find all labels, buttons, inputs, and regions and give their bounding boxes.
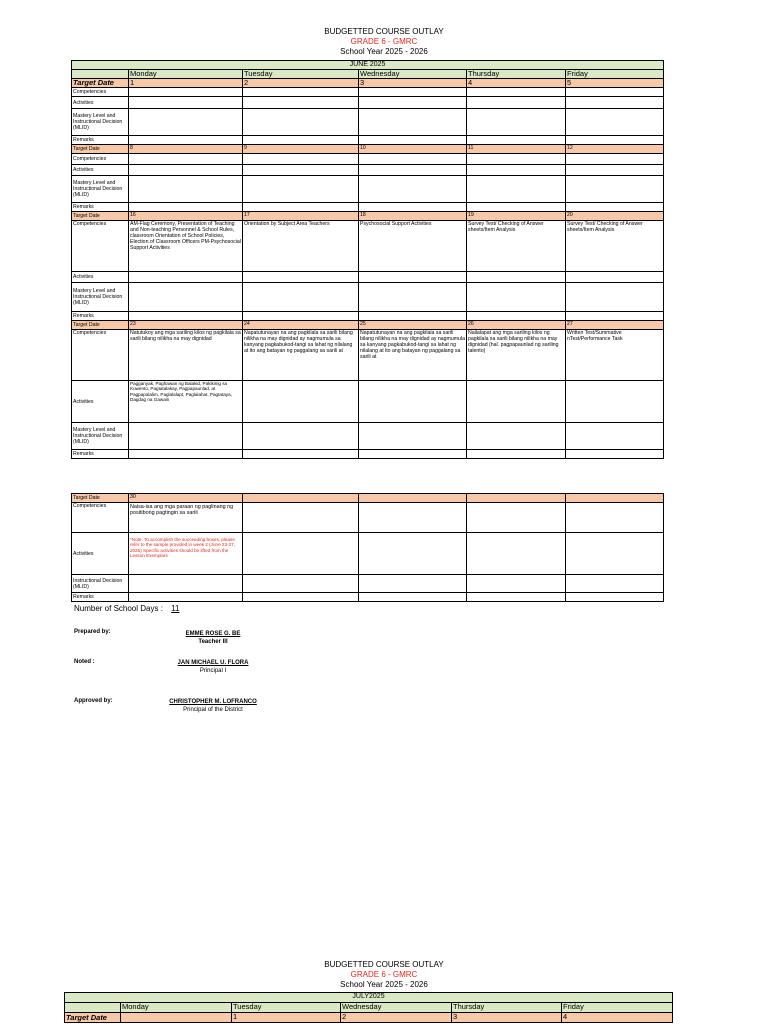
target-date-row bbox=[72, 321, 664, 330]
date-cell: 19 bbox=[467, 212, 566, 221]
competency-cell: Natutukoy ang mga sariling kilos ng pagkilala sa sarili bilang nilikha na may dignidad bbox=[129, 330, 243, 381]
prepared-role: Teacher III bbox=[198, 639, 228, 645]
day-wednesday: Wednesday bbox=[359, 70, 467, 79]
date-cell: 26 bbox=[467, 321, 566, 330]
date-cell: 9 bbox=[243, 145, 359, 154]
date-cell bbox=[121, 1013, 232, 1023]
prepared-label: Prepared by: bbox=[74, 629, 111, 635]
activities-label: Activities bbox=[72, 165, 129, 176]
date-cell: 10 bbox=[359, 145, 467, 154]
activity-cell: Pagganyak, Paghawan ng Balakid, Pakikinig sa Kuwento, Pagtatalakay, Pagpapaunlad, at Pagpapalalim, Paglalalapt, Paglalahat, Pagtataya, Dagdag na Gawain bbox=[129, 381, 243, 423]
date-cell: 23 bbox=[129, 321, 243, 330]
document-title: BUDGETTED COURSE OUTLAY bbox=[324, 960, 444, 969]
date-cell: 27 bbox=[566, 321, 664, 330]
activities-row bbox=[72, 272, 664, 283]
date-cell: 30 bbox=[129, 494, 243, 503]
competency-cell: Orientation by Subject Area Teachers bbox=[243, 221, 359, 272]
mlid-label: Mastery Level and Instructional Decision (MLID) bbox=[72, 283, 129, 312]
school-days-value: 11 bbox=[171, 604, 180, 613]
competencies-row bbox=[72, 221, 664, 272]
remarks-row bbox=[72, 593, 664, 602]
month-label: JUNE 2025 bbox=[72, 61, 664, 70]
day-monday: Monday bbox=[121, 1003, 232, 1013]
competencies-label: Competencies bbox=[72, 154, 129, 165]
day-wednesday: Wednesday bbox=[341, 1003, 452, 1013]
competencies-row bbox=[72, 88, 664, 97]
date-cell: 25 bbox=[359, 321, 467, 330]
activities-label: Activities bbox=[72, 533, 129, 575]
competency-cell: AM-Flag Ceremony, Presentation of Teaching and Non-teaching Personnel & School Rules, classroom Orientation of School Policies, Election of Classroom Officers PM-Psychosocial Support Activities bbox=[129, 221, 243, 272]
target-date-label: Target Date bbox=[66, 1012, 107, 1022]
activities-label: Activities bbox=[72, 97, 129, 109]
noted-label: Noted : bbox=[74, 659, 95, 665]
competencies-label: Competencies bbox=[72, 330, 129, 381]
competencies-label: Competencies bbox=[72, 503, 129, 533]
competencies-row bbox=[72, 503, 664, 533]
date-cell: 2 bbox=[341, 1013, 452, 1023]
document-title: BUDGETTED COURSE OUTLAY bbox=[324, 27, 444, 36]
mlid-row bbox=[72, 423, 664, 450]
prepared-name: EMME ROSE G. BE bbox=[185, 631, 241, 637]
date-cell: 16 bbox=[129, 212, 243, 221]
mlid-label: Instructional Decision (MLID) bbox=[72, 575, 129, 593]
school-days bbox=[74, 604, 179, 613]
competencies-label: Competencies bbox=[72, 221, 129, 272]
date-cell: 4 bbox=[467, 79, 566, 88]
competency-cell: Survey Test/ Checking of Answer sheets/Item Analysis bbox=[566, 221, 664, 272]
remarks-label: Remarks bbox=[72, 136, 129, 145]
noted-role: Principal I bbox=[199, 668, 227, 674]
date-cell: 17 bbox=[243, 212, 359, 221]
date-cell: 1 bbox=[129, 79, 243, 88]
date-cell: 8 bbox=[129, 145, 243, 154]
target-date-label: Target Date bbox=[73, 78, 114, 87]
mlid-row bbox=[72, 283, 664, 312]
remarks-label: Remarks bbox=[72, 203, 129, 212]
approved-label: Approved by: bbox=[74, 698, 113, 704]
day-tuesday: Tuesday bbox=[243, 70, 359, 79]
month-row bbox=[65, 993, 673, 1003]
activities-row bbox=[72, 533, 664, 575]
weekday-row bbox=[72, 70, 664, 79]
competency-cell: Napatutunayan na ang pagkilala sa sarili bilang nilikha na may dignidad ay nagmumula sa kanyang pagkabukod-tangi sa lahat ng nilalang at ito ang batayan ng paggalang sa sarili at bbox=[359, 330, 467, 381]
date-cell: 2 bbox=[243, 79, 359, 88]
mlid-label: Mastery Level and Instructional Decision (MLID) bbox=[72, 423, 129, 450]
noted-signatory bbox=[150, 659, 276, 675]
mlid-row bbox=[72, 109, 664, 136]
mlid-label: Mastery Level and Instructional Decision (MLID) bbox=[72, 176, 129, 203]
competencies-label: Competencies bbox=[72, 88, 129, 97]
target-date-label: Target Date bbox=[72, 145, 129, 154]
date-cell: 11 bbox=[467, 145, 566, 154]
target-date-label: Target Date bbox=[72, 212, 129, 221]
note-cell: *Note: To accomplish the succeeding boxes, please refer to the sample provided in week 2 (June 23-27, 2025) Specific activities should be lifted from the Lesson Exemplars bbox=[129, 533, 243, 575]
day-monday: Monday bbox=[129, 70, 243, 79]
remarks-row bbox=[72, 136, 664, 145]
date-cell: 12 bbox=[566, 145, 664, 154]
activities-row bbox=[72, 97, 664, 109]
competency-cell: Naisa-isa ang mga paraan ng paglinang ng positibong pagtingin sa sarili bbox=[129, 503, 243, 533]
date-cell: 3 bbox=[452, 1013, 562, 1023]
remarks-row bbox=[72, 312, 664, 321]
grade-subject: GRADE 6 - GMRC bbox=[350, 37, 418, 46]
month-row bbox=[72, 61, 664, 70]
target-date-row bbox=[65, 1013, 673, 1023]
competency-cell: Survey Test/ Checking of Answer sheets/Item Analysis bbox=[467, 221, 566, 272]
activities-row bbox=[72, 165, 664, 176]
next-page-header bbox=[0, 960, 768, 990]
noted-name: JAN MICHAEL U. FLORA bbox=[177, 660, 249, 666]
july-outlay-table bbox=[64, 992, 673, 1023]
prepared-signatory bbox=[150, 630, 276, 646]
mlid-row bbox=[72, 176, 664, 203]
target-date-row bbox=[72, 212, 664, 221]
day-thursday: Thursday bbox=[452, 1003, 562, 1013]
date-cell: 4 bbox=[562, 1013, 673, 1023]
date-cell: 20 bbox=[566, 212, 664, 221]
document-header bbox=[0, 27, 768, 57]
day-friday: Friday bbox=[562, 1003, 673, 1013]
weekday-row bbox=[65, 1003, 673, 1013]
school-days-label: Number of School Days : bbox=[74, 604, 163, 613]
competency-cell: Napatutunayan na ang pagkilala sa sarili bilang nilikha na may dignidad ay nagmumula sa kanyang pagkabukod-tangi sa lahat ng nilalang at ito ang batayan ng paggalang sa sarili at bbox=[243, 330, 359, 381]
school-year: School Year 2025 - 2026 bbox=[340, 980, 428, 989]
day-thursday: Thursday bbox=[467, 70, 566, 79]
competencies-row bbox=[72, 330, 664, 381]
remarks-row bbox=[72, 450, 664, 459]
mlid-label: Mastery Level and Instructional Decision (MLID) bbox=[72, 109, 129, 136]
target-date-row bbox=[72, 145, 664, 154]
continuation-table bbox=[71, 493, 664, 602]
activities-row bbox=[72, 381, 664, 423]
competency-cell: Nailalapat ang mga sariling kilos ng pagkilala sa sarili bilang nilikha na may dignidad (hal. pagpapaunlad ng sariling talento) bbox=[467, 330, 566, 381]
approved-signatory bbox=[150, 698, 276, 714]
remarks-label: Remarks bbox=[72, 312, 129, 321]
approved-role: Principal of the District bbox=[183, 707, 243, 713]
activities-label: Activities bbox=[72, 381, 129, 423]
grade-subject: GRADE 6 - GMRC bbox=[350, 970, 418, 979]
month-label: JULY2025 bbox=[65, 993, 673, 1003]
competency-cell: Written Test/Summative nTest/Performance Task bbox=[566, 330, 664, 381]
june-outlay-table bbox=[71, 60, 664, 459]
day-tuesday: Tuesday bbox=[232, 1003, 341, 1013]
remarks-row bbox=[72, 203, 664, 212]
remarks-label: Remarks bbox=[72, 593, 129, 602]
date-cell: 18 bbox=[359, 212, 467, 221]
school-year: School Year 2025 - 2026 bbox=[340, 47, 428, 56]
activities-label: Activities bbox=[72, 272, 129, 283]
competencies-row bbox=[72, 154, 664, 165]
date-cell: 1 bbox=[232, 1013, 341, 1023]
mlid-row bbox=[72, 575, 664, 593]
day-friday: Friday bbox=[566, 70, 664, 79]
remarks-label: Remarks bbox=[72, 450, 129, 459]
date-cell: 24 bbox=[243, 321, 359, 330]
target-date-row bbox=[72, 79, 664, 88]
target-date-label: Target Date bbox=[72, 494, 129, 503]
target-date-row bbox=[72, 494, 664, 503]
date-cell: 3 bbox=[359, 79, 467, 88]
date-cell: 5 bbox=[566, 79, 664, 88]
approved-name: CHRISTOPHER M. LOFRANCO bbox=[169, 699, 257, 705]
competency-cell: Psychosocial Support Activities bbox=[359, 221, 467, 272]
target-date-label: Target Date bbox=[72, 321, 129, 330]
